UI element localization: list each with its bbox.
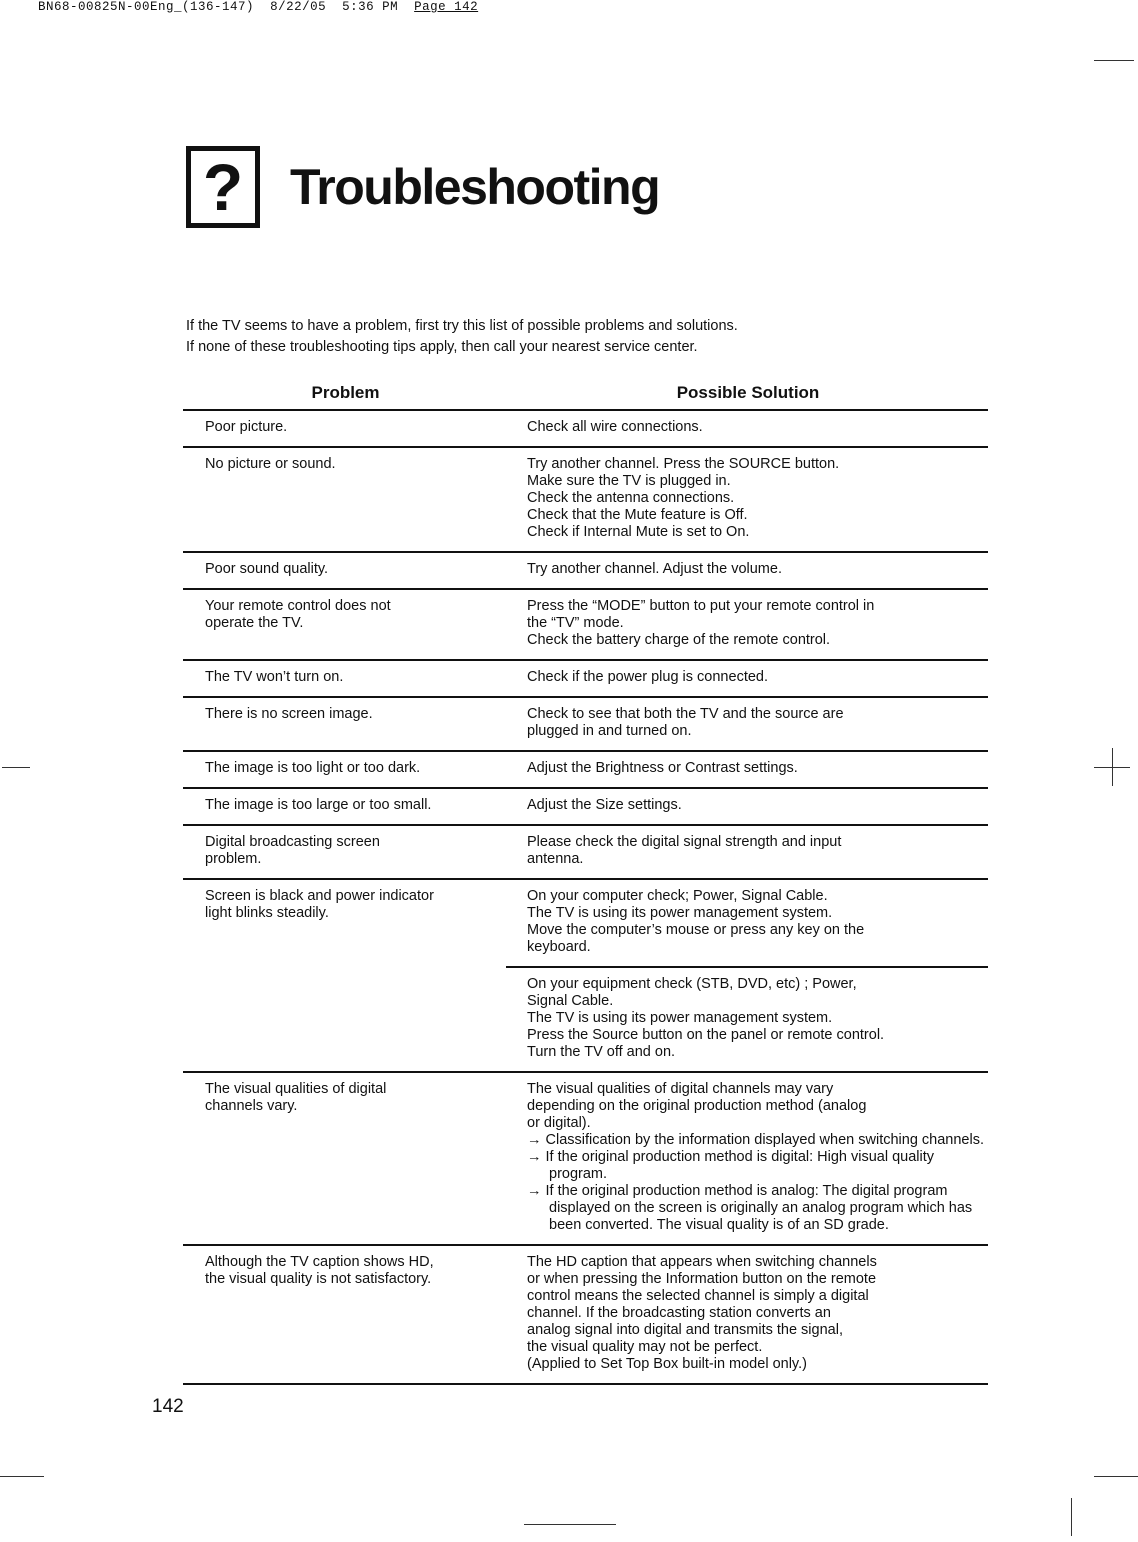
solution-text: Please check the digital signal strength and input (527, 834, 842, 850)
solution-text: Check the battery charge of the remote control. (527, 632, 831, 648)
solution-block (506, 411, 988, 446)
solution-text: The TV is using its power management system. (527, 1010, 833, 1026)
problem-text: The image is too light or too dark. (205, 760, 421, 776)
solution-block (506, 553, 988, 588)
solution-text: Turn the TV off and on. (527, 1044, 676, 1060)
solution-text: the “TV” mode. (527, 615, 624, 631)
table-row (183, 588, 988, 659)
problem-cell (183, 826, 506, 878)
solution-cell (506, 752, 988, 787)
problem-text: The visual qualities of digital (205, 1081, 387, 1097)
solution-text: Signal Cable. (527, 993, 614, 1009)
problem-text: No picture or sound. (205, 456, 336, 472)
problem-cell (183, 590, 506, 659)
problem-text: channels vary. (205, 1098, 298, 1114)
solution-text: Check all wire connections. (527, 419, 703, 435)
header-page: Page 142 (414, 0, 479, 14)
solution-block (506, 752, 988, 787)
problem-cell (183, 1073, 506, 1244)
table-row (183, 696, 988, 750)
problem-text: Your remote control does not (205, 598, 391, 614)
page-title: Troubleshooting (290, 159, 660, 215)
solution-block (506, 1246, 988, 1383)
table-row (183, 1244, 988, 1383)
solution-text: antenna. (527, 851, 584, 867)
solution-cell (506, 411, 988, 446)
solution-cell (506, 698, 988, 750)
solution-text: (Applied to Set Top Box built-in model only.) (527, 1356, 807, 1372)
solution-text: Move the computer’s mouse or press any key on the (527, 922, 865, 938)
problem-cell (183, 661, 506, 696)
table-row (183, 409, 988, 446)
solution-text: Check if the power plug is connected. (527, 669, 768, 685)
table-row (183, 551, 988, 588)
table-row (183, 878, 988, 1071)
solution-block (506, 448, 988, 551)
troubleshooting-table (183, 383, 988, 1385)
intro-line: If the TV seems to have a problem, first try this list of possible problems and solutions. (186, 318, 738, 334)
solution-text: On your computer check; Power, Signal Cable. (527, 888, 828, 904)
problem-cell (183, 752, 506, 787)
table-row (183, 787, 988, 824)
problem-text: operate the TV. (205, 615, 304, 631)
solution-cell (506, 826, 988, 878)
solution-block (506, 590, 988, 659)
solution-text: depending on the original production method (analog (527, 1098, 867, 1114)
solution-text: or when pressing the Information button on the remote (527, 1271, 877, 1287)
problem-text: Digital broadcasting screen (205, 834, 380, 850)
solution-block (506, 698, 988, 750)
solution-text: Adjust the Brightness or Contrast settings. (527, 760, 798, 776)
solution-block (506, 1073, 988, 1244)
solution-block (506, 789, 988, 824)
problem-text: Poor sound quality. (205, 561, 329, 577)
problem-cell (183, 448, 506, 551)
table-row (183, 750, 988, 787)
problem-cell (183, 789, 506, 824)
solution-text: control means the selected channel is simply a digital (527, 1288, 869, 1304)
crop-mark (1071, 1498, 1072, 1536)
solution-cell (506, 880, 988, 1071)
crop-mark (1094, 60, 1134, 61)
solution-text: plugged in and turned on. (527, 723, 692, 739)
problem-text: Although the TV caption shows HD, (205, 1254, 434, 1270)
header-problem: Problem (311, 383, 380, 402)
table-row (183, 824, 988, 878)
header-file: BN68-00825N-00Eng_(136-147) (38, 0, 255, 14)
solution-block (506, 661, 988, 696)
solution-text: Adjust the Size settings. (527, 797, 682, 813)
problem-text: The TV won’t turn on. (205, 669, 344, 685)
table-row (183, 659, 988, 696)
problem-cell (183, 411, 506, 446)
problem-text: the visual quality is not satisfactory. (205, 1271, 432, 1287)
solution-block (506, 966, 988, 1071)
solution-text: keyboard. (527, 939, 591, 955)
solution-text: channel. If the broadcasting station converts an (527, 1305, 831, 1321)
problem-cell (183, 1246, 506, 1383)
solution-text: → If the original production method is digital: High visual quality program. (527, 1149, 935, 1182)
crop-mark (524, 1524, 616, 1525)
print-header (38, 0, 478, 14)
title-area (186, 146, 659, 228)
header-date: 8/22/05 (270, 0, 327, 14)
question-mark-icon: ? (186, 146, 260, 228)
problem-text: light blinks steadily. (205, 905, 329, 921)
solution-text: Check to see that both the TV and the source are (527, 706, 844, 722)
solution-text: The TV is using its power management system. (527, 905, 833, 921)
problem-text: problem. (205, 851, 262, 867)
solution-text: Press the “MODE” button to put your remote control in (527, 598, 875, 614)
solution-text: Check that the Mute feature is Off. (527, 507, 748, 523)
crop-mark (1094, 1476, 1138, 1477)
intro-line: If none of these troubleshooting tips apply, then call your nearest service center. (186, 339, 698, 355)
crop-mark (0, 1476, 44, 1477)
intro-text (186, 316, 738, 358)
solution-cell (506, 1073, 988, 1244)
problem-text: Screen is black and power indicator (205, 888, 434, 904)
solution-cell (506, 448, 988, 551)
solution-text: Try another channel. Adjust the volume. (527, 561, 782, 577)
solution-text: analog signal into digital and transmits the signal, (527, 1322, 843, 1338)
problem-text: Poor picture. (205, 419, 288, 435)
table-row (183, 446, 988, 551)
solution-text: → Classification by the information displayed when switching channels. (527, 1132, 984, 1148)
crop-mark (2, 767, 30, 768)
solution-cell (506, 661, 988, 696)
solution-text: or digital). (527, 1115, 591, 1131)
table-header (183, 383, 988, 409)
solution-block (506, 826, 988, 878)
solution-text: the visual quality may not be perfect. (527, 1339, 763, 1355)
table-body (183, 409, 988, 1383)
problem-text: There is no screen image. (205, 706, 373, 722)
solution-cell (506, 590, 988, 659)
solution-text: The HD caption that appears when switching channels (527, 1254, 877, 1270)
table-row (183, 1071, 988, 1244)
table-end-rule (183, 1383, 988, 1385)
solution-cell (506, 1246, 988, 1383)
solution-cell (506, 553, 988, 588)
page-number: 142 (152, 1396, 184, 1417)
problem-cell (183, 553, 506, 588)
solution-text: Press the Source button on the panel or remote control. (527, 1027, 885, 1043)
solution-text: Check if Internal Mute is set to On. (527, 524, 750, 540)
problem-cell (183, 880, 506, 1071)
solution-text: The visual qualities of digital channels may vary (527, 1081, 834, 1097)
header-time: 5:36 PM (342, 0, 399, 14)
solution-text: Check the antenna connections. (527, 490, 735, 506)
solution-text: Try another channel. Press the SOURCE button. (527, 456, 840, 472)
problem-cell (183, 698, 506, 750)
solution-text: On your equipment check (STB, DVD, etc) ; Power, (527, 976, 857, 992)
solution-block (506, 880, 988, 966)
solution-text: → If the original production method is analog: The digital program displayed on the screen is originally an analog program which has been converted. The visual quality is of an SD grade. (527, 1183, 973, 1233)
problem-text: The image is too large or too small. (205, 797, 432, 813)
solution-cell (506, 789, 988, 824)
header-solution: Possible Solution (676, 383, 820, 402)
solution-text: Make sure the TV is plugged in. (527, 473, 731, 489)
crop-mark (1112, 748, 1113, 786)
